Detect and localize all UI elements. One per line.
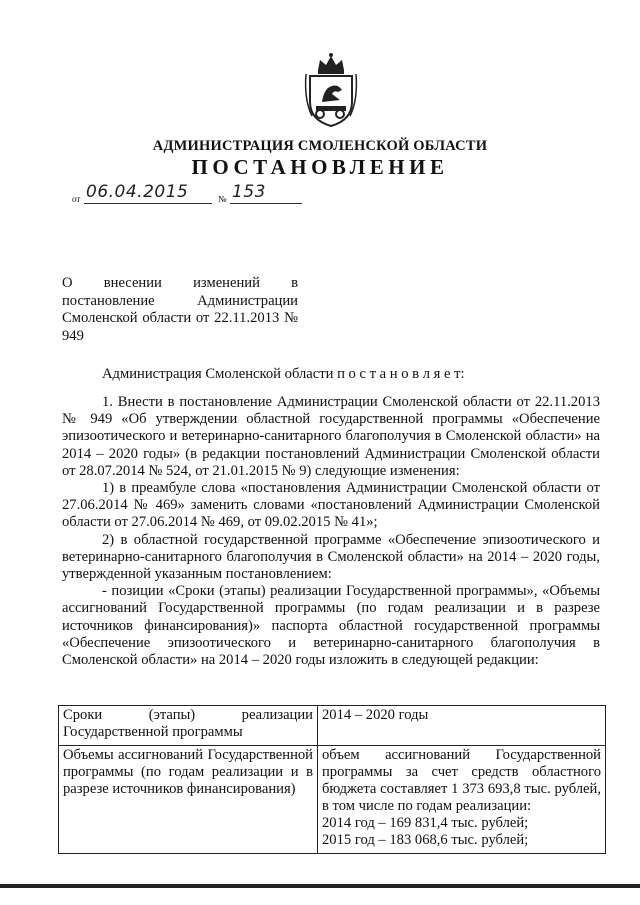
- decree-intro: Администрация Смоленской области п о с т а н о в л я е т:: [102, 366, 465, 382]
- document-type-title: ПОСТАНОВЛЕНИЕ: [191, 155, 449, 179]
- paragraph: 1. Внести в постановление Администрации Смоленской области от 22.11.2013 № 949 «Об утверждении областной государственной программы «Обеспечение эпизоотического и ветеринарно-санитарного благополучия в Смоленской области» на 2014 – 2020 годы» (в редакции постановлений Администрации Смоленской области от 28.07.2014 № 524, от 21.01.2015 № 9) следующие изменения:: [62, 394, 600, 479]
- table-cell: [318, 746, 606, 854]
- number-value: 153: [232, 182, 266, 202]
- date-value: 06.04.2015: [86, 182, 189, 202]
- cell-line: 2014 год – 169 831,4 тыс. рублей;: [322, 815, 529, 831]
- table-row: [59, 706, 606, 746]
- cell-line: объем ассигнований Государственной программы за счет средств областного бюджета составляет 1 373 693,8 тыс. рублей, в том числе по годам реализации:: [322, 747, 601, 814]
- program-passport-table: [58, 705, 606, 854]
- page-bottom-border: [0, 884, 640, 888]
- paragraph: 1) в преамбуле слова «постановления Администрации Смоленской области от 27.06.2014 № 469» заменить словами «постановлений Администрации Смоленской области от 27.06.2014 № 469, от 09.02.2015 № 41»;: [62, 480, 600, 531]
- date-label: от: [72, 194, 81, 204]
- paragraph: 2) в областной государственной программе «Обеспечение эпизоотического и ветеринарно-санитарного благополучия в Смоленской области» на 2014 – 2020 годы, утвержденной указанным постановлением:: [62, 531, 600, 583]
- cell-line: 2014 – 2020 годы: [322, 707, 429, 723]
- table-cell: [318, 706, 606, 746]
- decree-body: [62, 394, 600, 669]
- cell-line: 2015 год – 183 068,6 тыс. рублей;: [322, 832, 529, 848]
- table-row: [59, 746, 606, 854]
- smolensk-coat-of-arms-emblem: [300, 50, 362, 128]
- document-subject: О внесении изменений в постановление Администрации Смоленской области от 22.11.2013 № 949: [62, 275, 298, 344]
- table-cell: Сроки (этапы) реализации Государственной программы: [59, 706, 318, 746]
- number-label: №: [218, 194, 227, 204]
- date-number-line: [72, 182, 332, 208]
- paragraph: - позиции «Сроки (этапы) реализации Государственной программы», «Объемы ассигнований Государственной программы (по годам реализации и в разрезе источников финансирования)» паспорта областной государственной программы «Обеспечение эпизоотического и ветеринарно-санитарного благополучия в Смоленской области» на 2014 – 2020 годы изложить в следующей редакции:: [62, 583, 600, 669]
- organization-title: АДМИНИСТРАЦИЯ СМОЛЕНСКОЙ ОБЛАСТИ: [152, 138, 488, 154]
- table-cell: Объемы ассигнований Государственной программы (по годам реализации и в разрезе источников финансирования): [59, 746, 318, 854]
